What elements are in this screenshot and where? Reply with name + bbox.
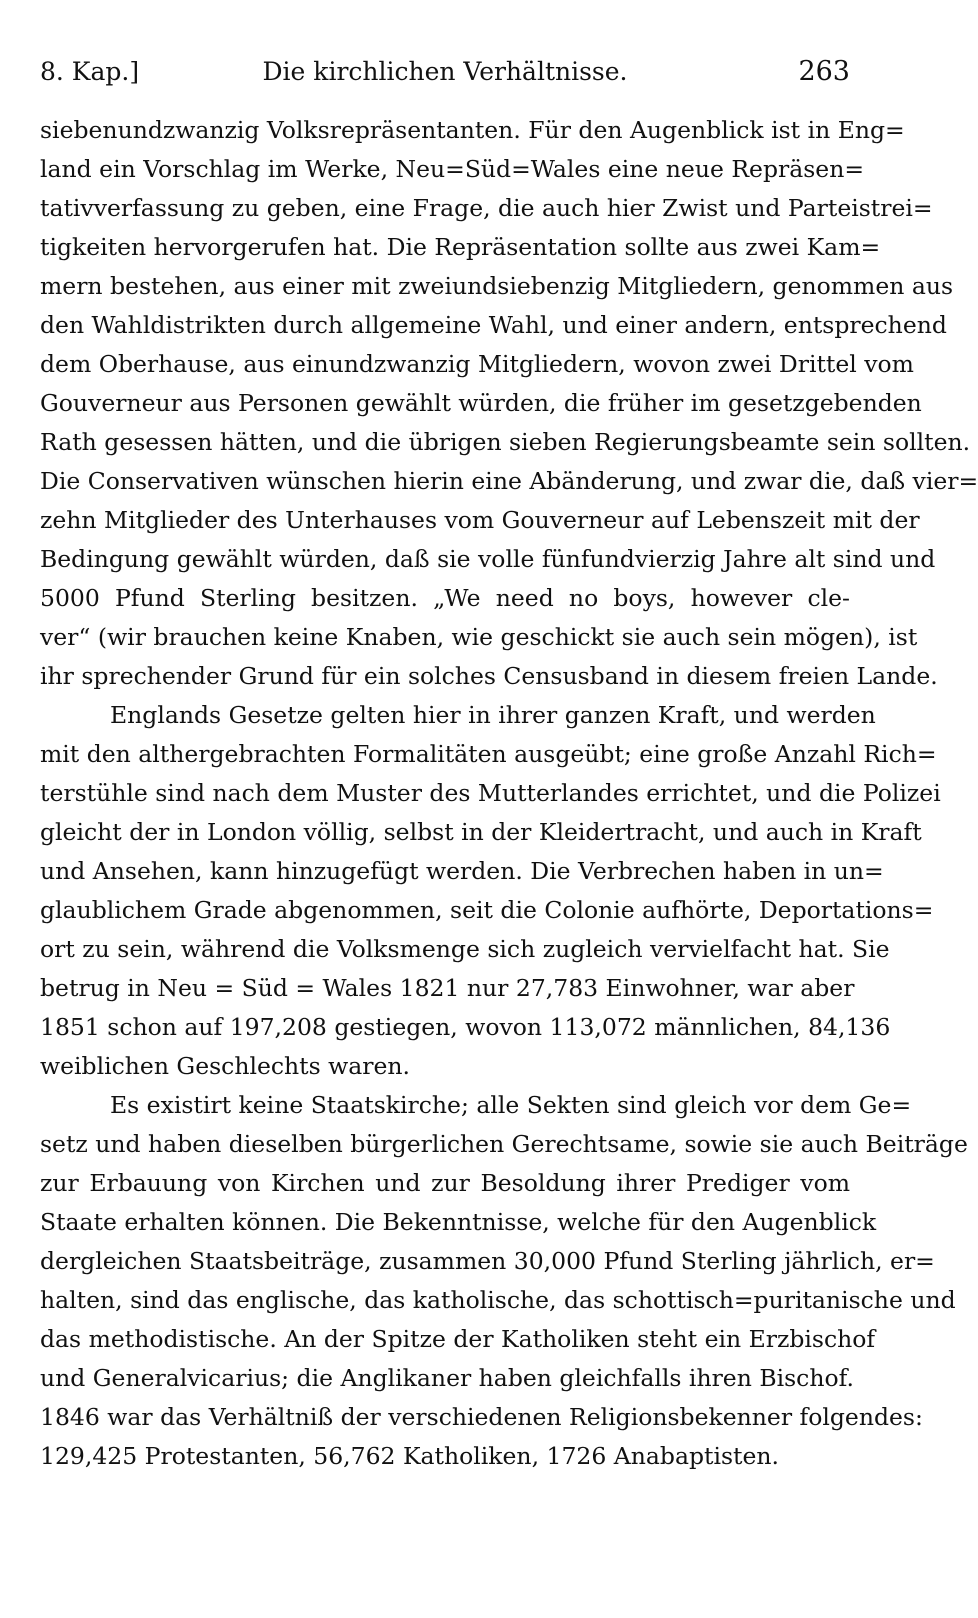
text-line: ihr sprechender Grund für ein solches Censusband in diesem freien Lande. xyxy=(40,662,938,690)
paragraph-3 xyxy=(40,1086,968,1476)
text-line: ort zu sein, während die Volksmenge sich zugleich vervielfacht hat. Sie xyxy=(40,935,890,963)
text-line: zehn Mitglieder des Unterhauses vom Gouverneur auf Lebenszeit mit der xyxy=(40,506,920,534)
text-line: dem Oberhause, aus einundzwanzig Mitgliedern, wovon zwei Drittel vom xyxy=(40,350,914,378)
paragraph-2 xyxy=(40,696,941,1086)
text-line: tigkeiten hervorgerufen hat. Die Repräsentation sollte aus zwei Kam= xyxy=(40,233,881,261)
text-line: gleicht der in London völlig, selbst in der Kleidertracht, und auch in Kraft xyxy=(40,818,922,846)
text-line: Staate erhalten können. Die Bekenntnisse, welche für den Augenblick xyxy=(40,1208,877,1236)
chapter-reference: 8. Kap.] xyxy=(40,57,140,86)
text-line: halten, sind das englische, das katholische, das schottisch=puritanische und xyxy=(40,1286,956,1314)
text-line: mit den althergebrachten Formalitäten ausgeübt; eine große Anzahl Rich= xyxy=(40,740,937,768)
text-line: Englands Gesetze gelten hier in ihrer ganzen Kraft, und werden xyxy=(110,701,876,729)
text-line: land ein Vorschlag im Werke, Neu=Süd=Wales eine neue Repräsen= xyxy=(40,155,865,183)
text-line: terstühle sind nach dem Muster des Mutterlandes errichtet, und die Polizei xyxy=(40,779,941,807)
text-line: Die Conservativen wünschen hierin eine Abänderung, und zwar die, daß vier= xyxy=(40,467,978,495)
text-line: 1851 schon auf 197,208 gestiegen, wovon 113,072 männlichen, 84,136 xyxy=(40,1013,891,1041)
body-text xyxy=(40,111,978,1476)
text-line: weiblichen Geschlechts waren. xyxy=(40,1052,411,1080)
text-line: und Ansehen, kann hinzugefügt werden. Die Verbrechen haben in un= xyxy=(40,857,884,885)
text-line: tativverfassung zu geben, eine Frage, die auch hier Zwist und Parteistrei= xyxy=(40,194,933,222)
text-line: ver“ (wir brauchen keine Knaben, wie geschickt sie auch sein mögen), ist xyxy=(40,623,918,651)
text-line: 129,425 Protestanten, 56,762 Katholiken, 1726 Anabaptisten. xyxy=(40,1442,779,1470)
text-line: zur Erbauung von Kirchen und zur Besoldung ihrer Prediger vom xyxy=(40,1169,850,1197)
text-line: setz und haben dieselben bürgerlichen Gerechtsame, sowie sie auch Beiträge xyxy=(40,1130,968,1158)
text-line: glaublichem Grade abgenommen, seit die Colonie aufhörte, Deportations= xyxy=(40,896,934,924)
text-line: Gouverneur aus Personen gewählt würden, die früher im gesetzgebenden xyxy=(40,389,922,417)
page-number: 263 xyxy=(798,56,850,87)
paragraph-1 xyxy=(40,111,978,696)
running-head-title: Die kirchlichen Verhältnisse. xyxy=(262,57,628,86)
text-line: Es existirt keine Staatskirche; alle Sekten sind gleich vor dem Ge= xyxy=(110,1091,912,1119)
text-line: das methodistische. An der Spitze der Katholiken steht ein Erzbischof xyxy=(40,1325,876,1353)
text-line: siebenundzwanzig Volksrepräsentanten. Für den Augenblick ist in Eng= xyxy=(40,116,905,144)
text-line: 5000 Pfund Sterling besitzen. „We need no boys, however cle- xyxy=(40,584,850,612)
text-line: dergleichen Staatsbeiträge, zusammen 30,000 Pfund Sterling jährlich, er= xyxy=(40,1247,935,1275)
text-line: den Wahldistrikten durch allgemeine Wahl, und einer andern, entsprechend xyxy=(40,311,947,339)
text-line: 1846 war das Verhältniß der verschiedenen Religionsbekenner folgendes: xyxy=(40,1403,923,1431)
text-line: und Generalvicarius; die Anglikaner haben gleichfalls ihren Bischof. xyxy=(40,1364,854,1392)
text-line: Bedingung gewählt würden, daß sie volle fünfundvierzig Jahre alt sind und xyxy=(40,545,936,573)
text-line: mern bestehen, aus einer mit zweiundsiebenzig Mitgliedern, genommen aus xyxy=(40,272,954,300)
text-line: Rath gesessen hätten, und die übrigen sieben Regierungsbeamte sein sollten. xyxy=(40,428,971,456)
running-head xyxy=(40,52,850,92)
text-line: betrug in Neu = Süd = Wales 1821 nur 27,783 Einwohner, war aber xyxy=(40,974,855,1002)
